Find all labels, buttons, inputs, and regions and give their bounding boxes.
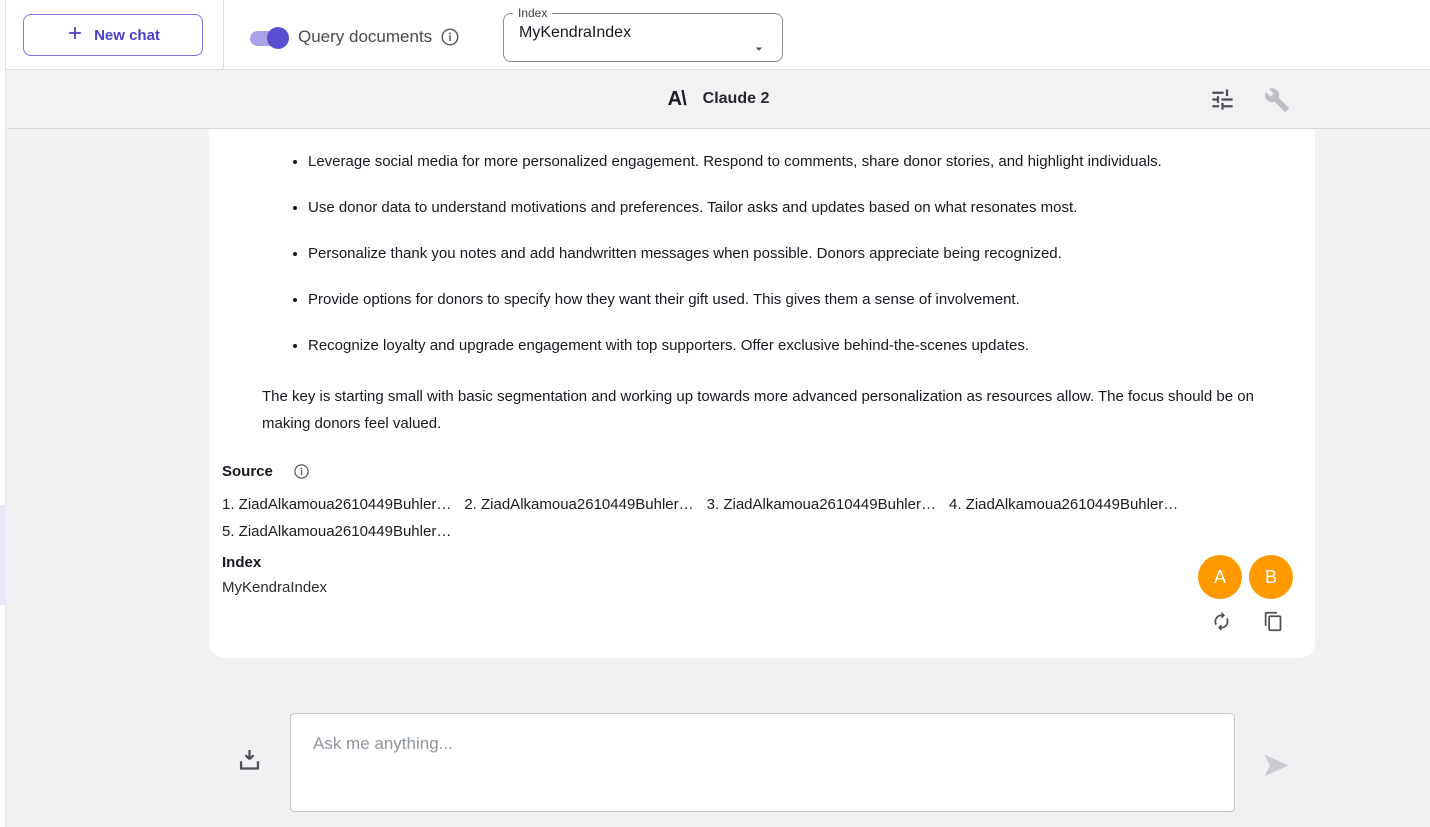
copy-icon[interactable] (1263, 611, 1284, 632)
info-icon[interactable] (293, 463, 310, 480)
query-documents-toggle[interactable] (250, 31, 286, 46)
toolbar-divider (223, 0, 224, 70)
new-chat-label: New chat (94, 26, 160, 44)
suggestions-list (262, 151, 1288, 357)
source-label: Source (222, 463, 273, 480)
index-section (222, 554, 327, 596)
anthropic-logo-icon: A\ (667, 87, 686, 110)
side-panel-handle[interactable] (0, 505, 6, 605)
wrench-icon[interactable] (1264, 87, 1290, 113)
send-icon[interactable] (1262, 751, 1291, 780)
regenerate-icon[interactable] (1211, 611, 1232, 632)
source-document-link[interactable]: 2. ZiadAlkamoua2610449Buhler… (464, 496, 694, 513)
info-icon[interactable] (440, 27, 460, 47)
model-bar-actions (1209, 70, 1290, 129)
list-item: • Provide options for donors to specify how they want their gift used. This gives them a sense of involvement. (308, 289, 1288, 311)
model-identity (668, 88, 770, 111)
source-header (222, 463, 1302, 480)
badge-b-button[interactable]: B (1249, 555, 1293, 599)
chevron-down-icon (752, 42, 766, 61)
new-chat-button[interactable] (23, 14, 203, 56)
closing-paragraph: The key is starting small with basic segmentation and working up towards more advanced personalization as resources allow. The focus should be on making donors feel valued. (262, 388, 1254, 432)
index-select[interactable] (503, 6, 783, 62)
model-header-bar (7, 70, 1430, 129)
index-select-label: Index (518, 6, 548, 20)
source-document-link[interactable]: 5. ZiadAlkamoua2610449Buhler… (222, 523, 452, 540)
list-item: • Personalize thank you notes and add handwritten messages when possible. Donors appreciate being recognized. (308, 243, 1288, 265)
list-item: • Recognize loyalty and upgrade engagement with top supporters. Offer exclusive behind-the-scenes updates. (308, 335, 1288, 357)
query-documents-label: Query documents (298, 27, 433, 46)
query-documents-toggle-group (250, 24, 460, 50)
source-list (222, 491, 1302, 545)
message-badge-row (1198, 555, 1293, 599)
source-document-link[interactable]: 3. ZiadAlkamoua2610449Buhler… (706, 496, 936, 513)
index-value: MyKendraIndex (222, 579, 328, 596)
source-document-link[interactable]: 4. ZiadAlkamoua2610449Buhler… (948, 496, 1179, 513)
source-document-link[interactable]: 1. ZiadAlkamoua2610449Buhler… (222, 496, 452, 513)
index-select-value: MyKendraIndex (519, 24, 632, 41)
collapsed-side-panel (0, 0, 6, 827)
list-item: • Leverage social media for more personalized engagement. Respond to comments, share donor stories, and highlight individuals. (308, 151, 1288, 173)
plus-icon (66, 24, 84, 46)
message-actions (1211, 611, 1284, 632)
assistant-message-card (209, 129, 1315, 658)
badge-a-button[interactable]: A (1198, 555, 1242, 599)
top-toolbar (0, 0, 1430, 70)
tune-settings-icon[interactable] (1209, 86, 1236, 113)
chat-input[interactable] (290, 713, 1235, 812)
assistant-message-body (262, 151, 1288, 437)
list-item: • Use donor data to understand motivations and preferences. Tailor asks and updates based on what resonates most. (308, 197, 1288, 219)
toggle-knob (267, 27, 289, 49)
model-name: Claude 2 (702, 90, 770, 107)
index-label: Index (222, 554, 262, 571)
download-icon[interactable] (236, 746, 263, 773)
source-section (222, 463, 1302, 545)
